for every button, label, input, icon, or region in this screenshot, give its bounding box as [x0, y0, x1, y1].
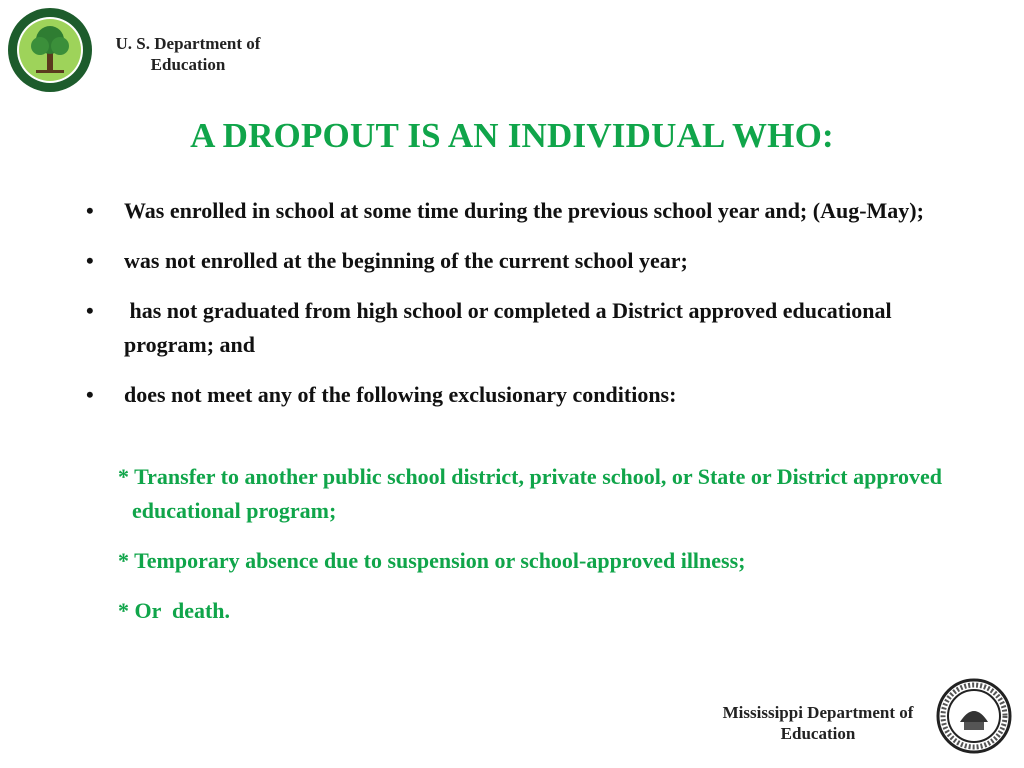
- bullet-text: Was enrolled in school at some time during the previous school year and; (Aug-May);: [124, 198, 924, 223]
- bullet-point-icon: •: [86, 298, 94, 323]
- bullet-point-icon: •: [86, 248, 94, 273]
- bullet-text: was not enrolled at the beginning of the current school year;: [124, 248, 688, 273]
- bullet-item: [86, 194, 946, 228]
- bullet-text: has not graduated from high school or completed a District approved educational program; and: [124, 298, 898, 357]
- condition-text: * Or death.: [118, 598, 231, 623]
- definition-bullet-list: [86, 194, 946, 428]
- bullet-item: [86, 244, 946, 278]
- exclusionary-conditions-list: [118, 460, 998, 644]
- us-department-of-education-name: U. S. Department of Education: [115, 34, 261, 74]
- condition-item: [118, 544, 998, 578]
- bullet-item: [86, 378, 946, 412]
- condition-text: * Transfer to another public school district, private school, or State or District approved educational program;: [118, 464, 942, 523]
- us-department-of-education-seal: [6, 6, 94, 94]
- slide-title: A DROPOUT IS AN INDIVIDUAL WHO:: [190, 116, 834, 155]
- mississippi-department-of-education-name: Mississippi Department of Education: [722, 703, 914, 743]
- bullet-point-icon: •: [86, 198, 94, 223]
- condition-item: [118, 594, 998, 628]
- condition-item: [118, 460, 998, 528]
- mississippi-department-of-education-seal: [936, 678, 1012, 754]
- bullet-point-icon: •: [86, 382, 94, 407]
- bullet-item: [86, 294, 946, 362]
- bullet-text: does not meet any of the following exclusionary conditions:: [124, 382, 677, 407]
- condition-text: * Temporary absence due to suspension or school-approved illness;: [118, 548, 746, 573]
